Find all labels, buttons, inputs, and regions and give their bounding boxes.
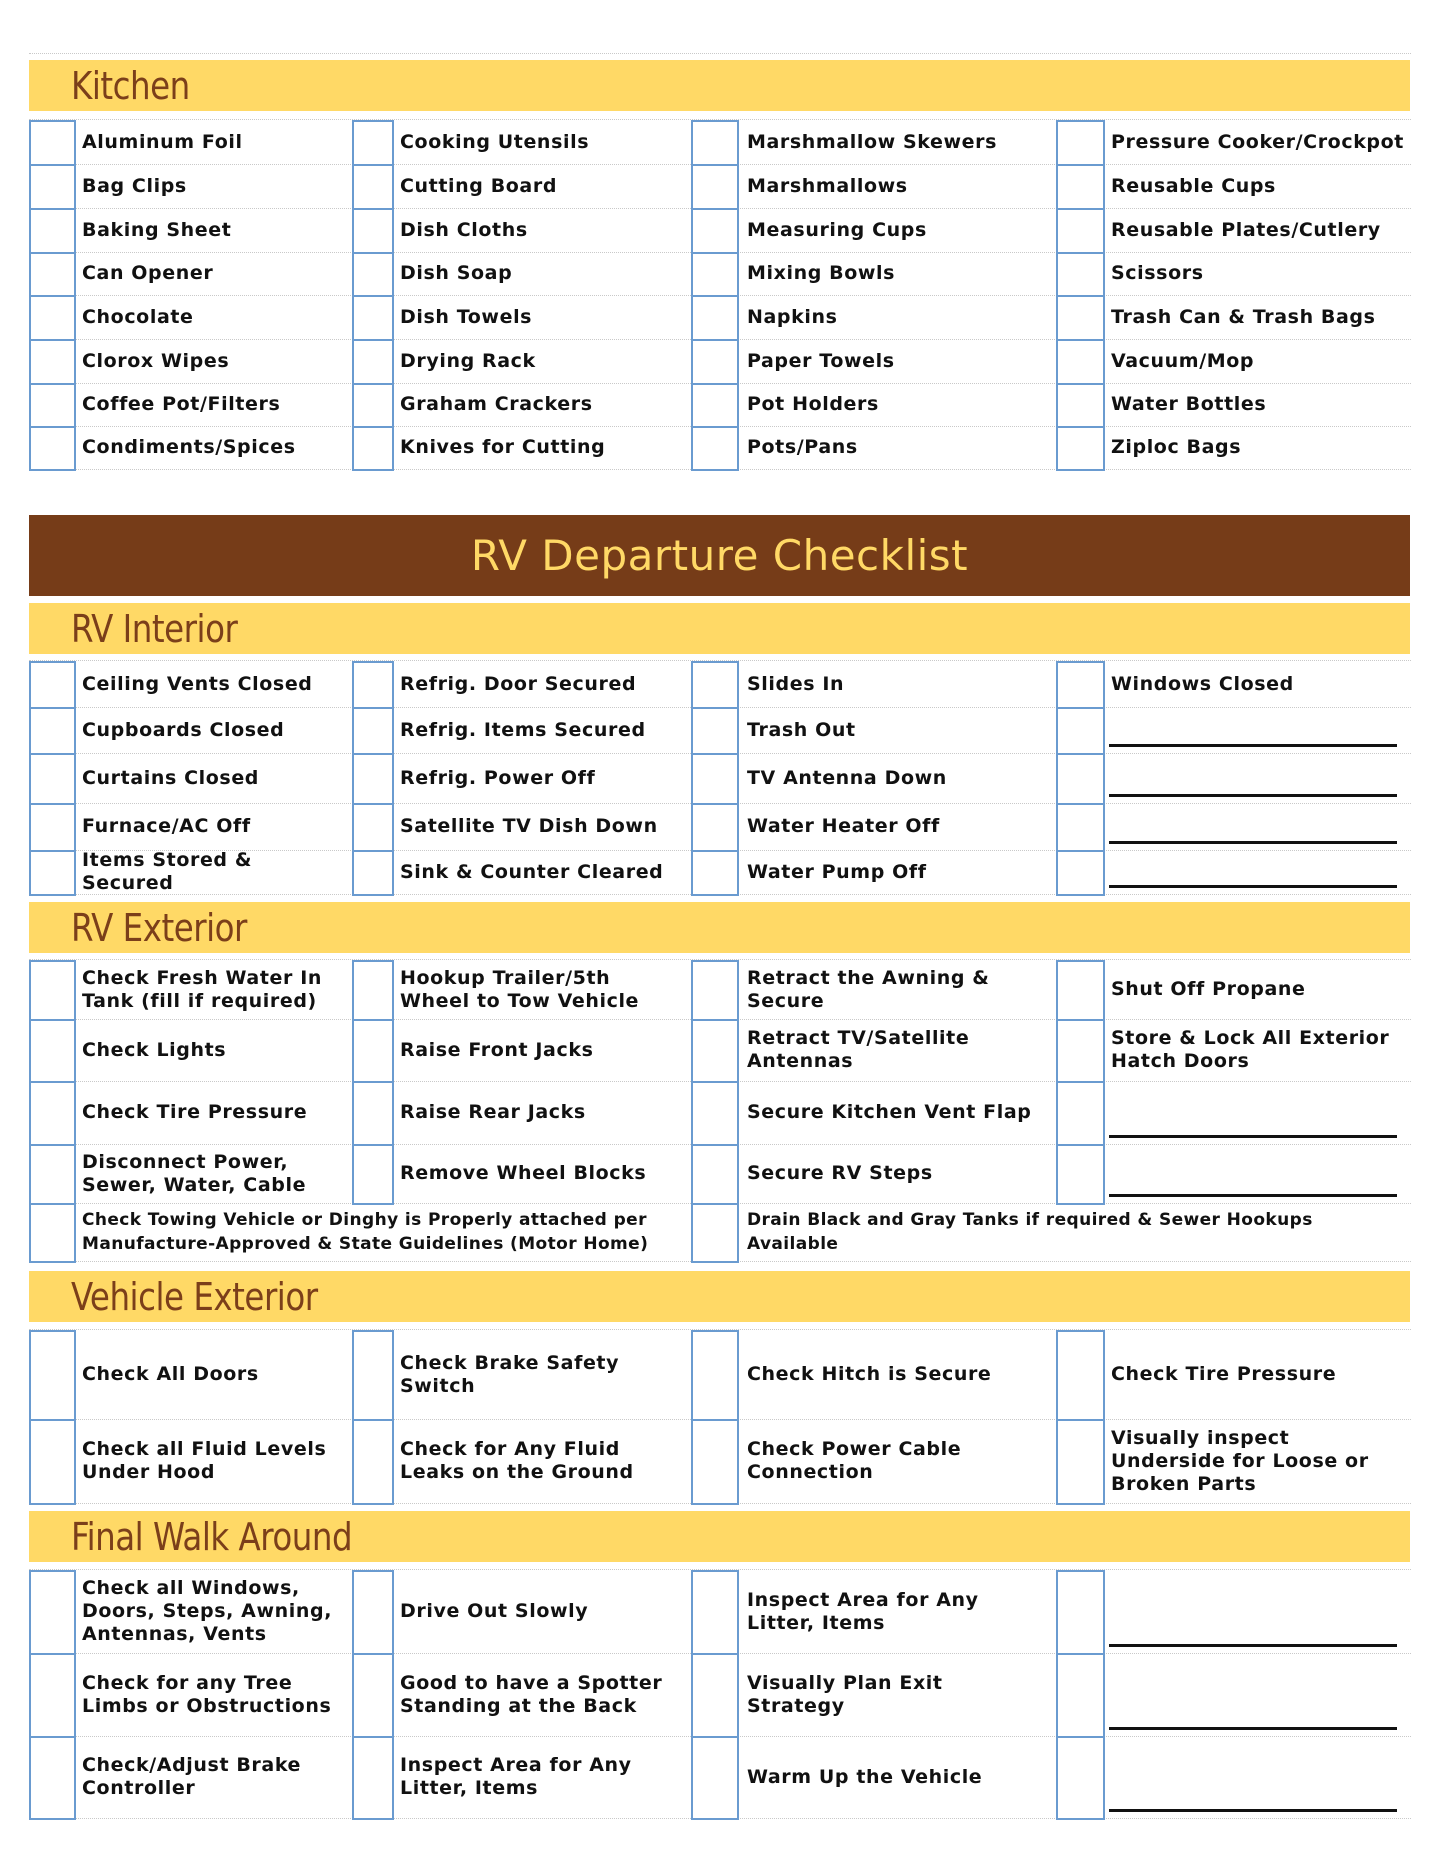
checkbox[interactable]	[29, 1144, 76, 1205]
checkbox[interactable]	[691, 1019, 739, 1083]
checkbox[interactable]	[29, 803, 76, 852]
checkbox[interactable]	[691, 339, 739, 385]
checkbox[interactable]	[691, 1144, 739, 1205]
item-label: Measuring Cups	[747, 218, 927, 241]
item-label: Inspect Area for Any Litter, Items	[747, 1588, 979, 1634]
checkbox[interactable]	[691, 295, 739, 341]
checkbox[interactable]	[691, 1736, 739, 1820]
checkbox[interactable]	[1056, 1081, 1105, 1146]
checkbox[interactable]	[29, 960, 76, 1021]
write-in-line[interactable]	[1109, 885, 1397, 888]
item-label: Vacuum/Mop	[1111, 349, 1255, 372]
item-label: Drive Out Slowly	[400, 1600, 589, 1622]
item-label: Ceiling Vents Closed	[82, 672, 313, 695]
item-label: Check all Windows, Doors, Steps, Awning, Antennas, Vents	[82, 1577, 333, 1645]
item-label: Ziploc Bags	[1111, 436, 1242, 458]
item-label: Marshmallows	[747, 174, 908, 197]
item-label: Cupboards Closed	[82, 718, 285, 741]
rv-exterior-header	[29, 902, 1410, 953]
item-label: Secure RV Steps	[747, 1162, 933, 1184]
checkbox[interactable]	[691, 1419, 739, 1505]
checkbox[interactable]	[1056, 1736, 1105, 1820]
checkbox[interactable]	[352, 661, 394, 709]
item-label: Raise Front Jacks	[400, 1038, 594, 1061]
item-label: Check Tire Pressure	[82, 1101, 308, 1123]
vehicle-exterior-header	[29, 1271, 1410, 1322]
item-label: Knives for Cutting	[400, 436, 606, 458]
item-label: Inspect Area for Any Litter, Items	[400, 1754, 632, 1799]
checkbox[interactable]	[352, 1419, 394, 1505]
checkbox[interactable]	[352, 1144, 394, 1205]
checkbox[interactable]	[1056, 208, 1105, 254]
checkbox[interactable]	[691, 164, 739, 210]
title-banner	[29, 515, 1410, 596]
checkbox[interactable]	[352, 1081, 394, 1146]
item-label: Drying Rack	[400, 349, 536, 372]
item-label: Retract the Awning & Secure	[747, 966, 990, 1012]
item-label: Dish Soap	[400, 262, 513, 284]
item-label: Hookup Trailer/5th Wheel to Tow Vehicle	[400, 966, 640, 1012]
item-label: Check for any Tree Limbs or Obstructions	[82, 1671, 332, 1717]
checkbox[interactable]	[1056, 1144, 1105, 1205]
checkbox[interactable]	[352, 1330, 394, 1421]
item-label: Check Tire Pressure	[1111, 1363, 1337, 1385]
checkbox[interactable]	[691, 1330, 739, 1421]
checkbox[interactable]	[352, 208, 394, 254]
checkbox[interactable]	[1056, 252, 1105, 297]
checkbox[interactable]	[29, 707, 76, 755]
checkbox[interactable]	[691, 661, 739, 709]
item-label: Drain Black and Gray Tanks if required & Sewer Hookups Available	[747, 1210, 1313, 1254]
item-label: Cooking Utensils	[400, 130, 590, 153]
checkbox[interactable]	[352, 383, 394, 428]
checkbox[interactable]	[29, 1736, 76, 1820]
section-heading: Final Walk Around	[71, 1514, 353, 1559]
checkbox[interactable]	[29, 753, 76, 805]
checkbox[interactable]	[352, 1653, 394, 1738]
checkbox[interactable]	[691, 753, 739, 805]
checkbox[interactable]	[691, 1081, 739, 1146]
checkbox[interactable]	[1056, 803, 1105, 852]
checkbox[interactable]	[1056, 753, 1105, 805]
item-label: Refrig. Items Secured	[400, 718, 646, 741]
checkbox[interactable]	[29, 1570, 76, 1655]
item-label: Raise Rear Jacks	[400, 1101, 586, 1123]
item-label: Reusable Plates/Cutlery	[1111, 218, 1381, 241]
checkbox[interactable]	[352, 1019, 394, 1083]
checkbox[interactable]	[352, 960, 394, 1021]
write-in-line[interactable]	[1109, 841, 1397, 844]
checkbox[interactable]	[352, 426, 394, 471]
item-label: Check Brake Safety Switch	[400, 1351, 620, 1397]
checkbox[interactable]	[352, 252, 394, 297]
checkbox[interactable]	[1056, 1419, 1105, 1505]
checkbox[interactable]	[691, 383, 739, 428]
checkbox[interactable]	[1056, 1653, 1105, 1738]
checkbox[interactable]	[691, 960, 739, 1021]
checkbox[interactable]	[352, 164, 394, 210]
checkbox[interactable]	[29, 120, 76, 166]
item-label: Can Opener	[82, 262, 214, 284]
checkbox[interactable]	[1056, 383, 1105, 428]
item-label: Items Stored & Secured	[82, 849, 253, 894]
item-label: Sink & Counter Cleared	[400, 860, 664, 883]
item-label: Check for Any Fluid Leaks on the Ground	[400, 1438, 634, 1483]
checkbox[interactable]	[352, 753, 394, 805]
page-title: RV Departure Checklist	[470, 531, 969, 580]
checkbox[interactable]	[352, 1736, 394, 1820]
divider	[29, 53, 1411, 54]
item-label: Furnace/AC Off	[82, 815, 251, 837]
checkbox[interactable]	[29, 208, 76, 254]
checkbox[interactable]	[352, 1570, 394, 1655]
write-in-line[interactable]	[1109, 1727, 1397, 1730]
item-label: Graham Crackers	[400, 393, 593, 415]
checkbox[interactable]	[1056, 339, 1105, 385]
checkbox[interactable]	[352, 707, 394, 755]
checkbox[interactable]	[29, 1203, 76, 1263]
item-label: Secure Kitchen Vent Flap	[747, 1101, 1032, 1123]
checkbox[interactable]	[691, 1570, 739, 1655]
section-heading: Vehicle Exterior	[71, 1274, 318, 1319]
checkbox[interactable]	[352, 295, 394, 341]
checkbox[interactable]	[1056, 1019, 1105, 1083]
item-label: Check Power Cable Connection	[747, 1438, 962, 1483]
write-in-line[interactable]	[1109, 1135, 1397, 1138]
checkbox[interactable]	[691, 707, 739, 755]
item-label: Pots/Pans	[747, 436, 858, 458]
item-label: Cutting Board	[400, 174, 558, 197]
checkbox[interactable]	[352, 803, 394, 852]
item-label: Check Towing Vehicle or Dinghy is Properly attached per Manufacture-Approved & State Guidelines (Motor Home)	[82, 1210, 649, 1254]
item-label: Water Pump Off	[747, 860, 927, 883]
item-label: Pot Holders	[747, 393, 879, 415]
item-label: Pressure Cooker/Crockpot	[1111, 130, 1404, 153]
checkbox[interactable]	[691, 1203, 739, 1263]
item-label: Good to have a Spotter Standing at the Back	[400, 1671, 663, 1717]
checkbox[interactable]	[1056, 426, 1105, 471]
write-in-line[interactable]	[1109, 744, 1397, 747]
item-label: Coffee Pot/Filters	[82, 393, 281, 415]
checkbox[interactable]	[1056, 707, 1105, 755]
item-label: Windows Closed	[1111, 672, 1294, 695]
checkbox[interactable]	[691, 850, 739, 896]
item-label: Condiments/Spices	[82, 436, 296, 458]
checkbox[interactable]	[691, 252, 739, 297]
checkbox[interactable]	[29, 383, 76, 428]
checkbox[interactable]	[29, 164, 76, 210]
item-label: Shut Off Propane	[1111, 978, 1306, 1000]
item-label: Water Bottles	[1111, 393, 1267, 415]
final-walk-around-header	[29, 1511, 1410, 1562]
checkbox[interactable]	[691, 426, 739, 471]
item-label: Curtains Closed	[82, 766, 260, 789]
checkbox[interactable]	[29, 1653, 76, 1738]
item-label: Satellite TV Dish Down	[400, 815, 658, 837]
item-label: Bag Clips	[82, 174, 187, 197]
item-label: Dish Towels	[400, 305, 533, 328]
checkbox[interactable]	[691, 1653, 739, 1738]
item-label: Scissors	[1111, 262, 1204, 284]
checkbox[interactable]	[691, 803, 739, 852]
item-label: Baking Sheet	[82, 218, 232, 241]
item-label: Visually inspect Underside for Loose or Broken Parts	[1111, 1426, 1369, 1495]
item-label: Mixing Bowls	[747, 262, 896, 284]
checkbox[interactable]	[352, 120, 394, 166]
item-label: Aluminum Foil	[82, 130, 243, 153]
checkbox[interactable]	[1056, 661, 1105, 709]
item-label: Retract TV/Satellite Antennas	[747, 1027, 970, 1072]
item-label: Disconnect Power, Sewer, Water, Cable	[82, 1150, 307, 1196]
checkbox[interactable]	[1056, 120, 1105, 166]
kitchen-header	[29, 60, 1410, 111]
item-label: Paper Towels	[747, 349, 895, 372]
checkbox[interactable]	[1056, 1330, 1105, 1421]
checkbox[interactable]	[29, 339, 76, 385]
item-label: Check All Doors	[82, 1363, 259, 1385]
item-label: Trash Can & Trash Bags	[1111, 305, 1376, 328]
section-heading: RV Interior	[71, 606, 238, 651]
item-label: Trash Out	[747, 718, 856, 741]
checkbox[interactable]	[1056, 1570, 1105, 1655]
item-label: Check all Fluid Levels Under Hood	[82, 1438, 327, 1483]
item-label: Refrig. Power Off	[400, 766, 596, 789]
checkbox[interactable]	[29, 1081, 76, 1146]
item-label: Reusable Cups	[1111, 174, 1276, 197]
section-heading: Kitchen	[71, 63, 190, 108]
item-label: Check Hitch is Secure	[747, 1363, 992, 1385]
section-heading: RV Exterior	[71, 905, 247, 950]
checkbox[interactable]	[1056, 295, 1105, 341]
item-label: Dish Cloths	[400, 218, 528, 241]
rv-interior-header	[29, 603, 1410, 654]
checkbox[interactable]	[29, 426, 76, 471]
item-label: Napkins	[747, 305, 838, 328]
item-label: Clorox Wipes	[82, 349, 230, 372]
item-label: Check Lights	[82, 1038, 227, 1061]
item-label: Remove Wheel Blocks	[400, 1162, 647, 1184]
item-label: Visually Plan Exit Strategy	[747, 1671, 943, 1717]
checkbox[interactable]	[1056, 850, 1105, 896]
checkbox[interactable]	[29, 252, 76, 297]
checkbox[interactable]	[29, 661, 76, 709]
checkbox[interactable]	[691, 208, 739, 254]
item-label: Store & Lock All Exterior Hatch Doors	[1111, 1027, 1390, 1072]
item-label: Water Heater Off	[747, 815, 940, 837]
checkbox[interactable]	[29, 850, 76, 896]
item-label: Chocolate	[82, 305, 194, 328]
write-in-line[interactable]	[1109, 794, 1397, 797]
item-label: Check Fresh Water In Tank (fill if required)	[82, 966, 322, 1012]
checkbox[interactable]	[29, 295, 76, 341]
item-label: Marshmallow Skewers	[747, 130, 998, 153]
checkbox[interactable]	[29, 1019, 76, 1083]
checkbox[interactable]	[352, 850, 394, 896]
item-label: Slides In	[747, 672, 845, 695]
write-in-line[interactable]	[1109, 1194, 1397, 1197]
checkbox[interactable]	[1056, 960, 1105, 1021]
checkbox[interactable]	[1056, 164, 1105, 210]
write-in-line[interactable]	[1109, 1809, 1397, 1812]
write-in-line[interactable]	[1109, 1644, 1397, 1647]
checkbox[interactable]	[29, 1330, 76, 1421]
checkbox[interactable]	[352, 339, 394, 385]
item-label: TV Antenna Down	[747, 766, 947, 789]
checkbox[interactable]	[691, 120, 739, 166]
checkbox[interactable]	[29, 1419, 76, 1505]
item-label: Warm Up the Vehicle	[747, 1765, 983, 1788]
item-label: Refrig. Door Secured	[400, 672, 637, 695]
item-label: Check/Adjust Brake Controller	[82, 1754, 302, 1799]
